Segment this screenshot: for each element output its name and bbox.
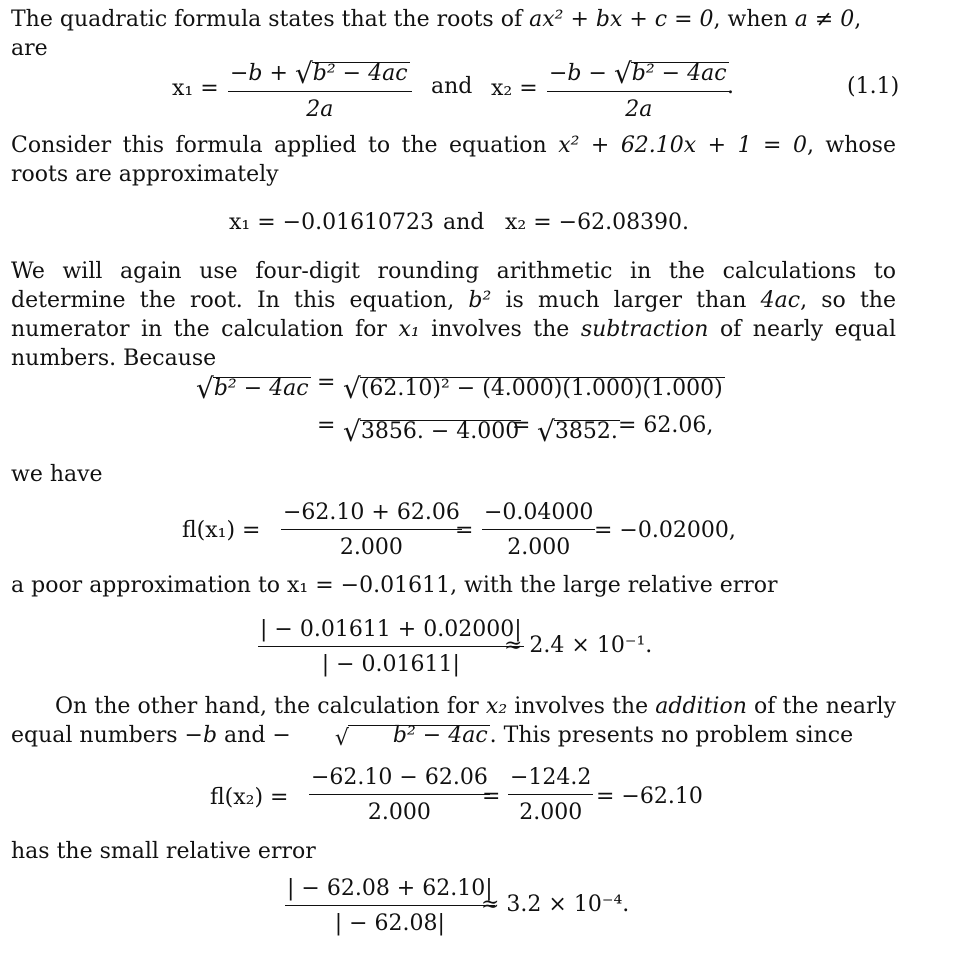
x2-numerator: −b − √b² − 4ac	[547, 54, 731, 92]
rounding-paragraph	[11, 257, 896, 373]
fl-x2-result: = −62.10	[596, 784, 703, 809]
radical-sign: √	[613, 57, 632, 90]
x2-fraction	[547, 54, 731, 122]
para-text: On the other hand, the calculation for	[55, 694, 486, 719]
numerator: −0.04000	[482, 500, 595, 530]
denominator: 2.000	[367, 800, 431, 825]
rel-err-2-result: ≈ 3.2 × 10⁻⁴.	[481, 892, 630, 917]
intro-text: , when	[713, 7, 795, 32]
numerator: | − 0.01611 + 0.02000|	[258, 617, 524, 647]
equation-number: (1.1)	[847, 74, 900, 99]
rel-err-2-fraction	[285, 876, 495, 936]
intro-paragraph	[11, 5, 896, 63]
x1-numerator: −b + √b² − 4ac	[228, 54, 412, 92]
and-connector: and	[443, 210, 485, 235]
sqrt-step-b: √3852.	[537, 415, 618, 448]
para-text: Consider this formula applied to the equation	[11, 133, 559, 158]
rel-err-1-result: ≈ 2.4 × 10⁻¹.	[504, 633, 653, 658]
para-text: , so the numerator in the calculation for	[11, 288, 896, 342]
small-error-text: has the small relative error	[11, 839, 316, 864]
denominator: | − 0.01611|	[321, 652, 460, 677]
discriminant: b² − 4ac	[312, 61, 408, 86]
root-x2: x₂ = −62.08390.	[505, 210, 690, 235]
radical-sign: √	[294, 57, 313, 90]
equals-sign: =	[317, 370, 336, 395]
fl-x2-fraction-1	[309, 765, 490, 825]
fl-x1-label: fl(x₁) =	[182, 518, 261, 543]
numerator: | − 62.08 + 62.10|	[285, 876, 495, 906]
emphasis-subtraction: subtraction	[580, 317, 709, 342]
para-text: involves the	[419, 317, 581, 342]
b-squared: b²	[468, 288, 492, 313]
para-text: is much larger than	[491, 288, 761, 313]
para-text: of nearly equal numbers. Because	[11, 317, 897, 371]
emphasis-addition: addition	[655, 694, 747, 719]
fl-x1-fraction-2	[482, 500, 595, 560]
para-text: , whose roots are approximately	[11, 133, 896, 187]
minus-sign: −	[272, 723, 291, 748]
sqrt-step-a: √3856. − 4.000	[343, 415, 520, 448]
fl-x2-fraction-2	[508, 765, 593, 825]
discriminant: b² − 4ac	[631, 61, 727, 86]
addition-paragraph: On the other hand, the calculation for x₂ involves the addition of the nearly equal numbers −b and − √ b² − 4ac. This presents no problem since	[11, 694, 896, 751]
fl-x1-result: = −0.02000,	[594, 518, 736, 543]
denominator: 2.000	[507, 535, 571, 560]
denominator: 2.000	[339, 535, 403, 560]
equals-sign: =	[317, 413, 336, 438]
and-connector: and	[431, 74, 473, 99]
para-text: of the nearly equal numbers	[11, 694, 896, 748]
four-ac: 4ac	[760, 288, 801, 313]
numerator: −62.10 + 62.06	[281, 500, 462, 530]
intro-text: , are	[11, 7, 862, 61]
sqrt-rhs: √(62.10)² − (4.000)(1.000)(1.000)	[343, 372, 723, 405]
x1-fraction	[228, 54, 412, 122]
fl-x2-label: fl(x₂) =	[210, 785, 289, 810]
intro-text: The quadratic formula states that the roots of	[11, 7, 530, 32]
x2-denominator: 2a	[625, 97, 653, 122]
x1-denominator: 2a	[306, 97, 334, 122]
denominator: 2.000	[519, 800, 583, 825]
sqrt-lhs: √b² − 4ac	[196, 372, 309, 405]
x1-label: x₁ =	[172, 76, 219, 101]
numerator: −62.10 − 62.06	[309, 765, 490, 795]
minus-b: −b	[184, 723, 218, 748]
para-text: We will again use four-digit rounding arithmetic in the calculations to determine the root. In this equation,	[11, 259, 896, 313]
poor-approx-text: a poor approximation to x₁ = −0.01611, with the large relative error	[11, 573, 778, 598]
numerator: −124.2	[508, 765, 593, 795]
root-x1: x₁ = −0.01610723	[229, 210, 435, 235]
para-text: . This presents no problem since	[489, 723, 854, 748]
fl-x1-fraction-1	[281, 500, 462, 560]
quadratic-expression: ax² + bx + c = 0	[529, 7, 714, 32]
example-equation: x² + 62.10x + 1 = 0	[558, 133, 807, 158]
discriminant: b² − 4ac	[392, 723, 488, 748]
equation-paragraph	[11, 131, 896, 189]
rel-err-1-fraction	[258, 617, 524, 677]
x2-label: x₂ =	[491, 76, 538, 101]
para-text: involves the	[507, 694, 656, 719]
para-text: and	[217, 723, 273, 748]
equals-sign: =	[512, 413, 531, 438]
nonzero-condition: a ≠ 0	[794, 7, 855, 32]
period: .	[727, 74, 734, 99]
equals-sign: =	[455, 518, 474, 543]
x2-symbol: x₂	[485, 694, 508, 719]
sqrt-result: = 62.06,	[618, 413, 714, 438]
x1-symbol: x₁	[398, 317, 420, 342]
we-have-text: we have	[11, 462, 103, 487]
equals-sign: =	[482, 784, 501, 809]
denominator: | − 62.08|	[334, 911, 445, 936]
